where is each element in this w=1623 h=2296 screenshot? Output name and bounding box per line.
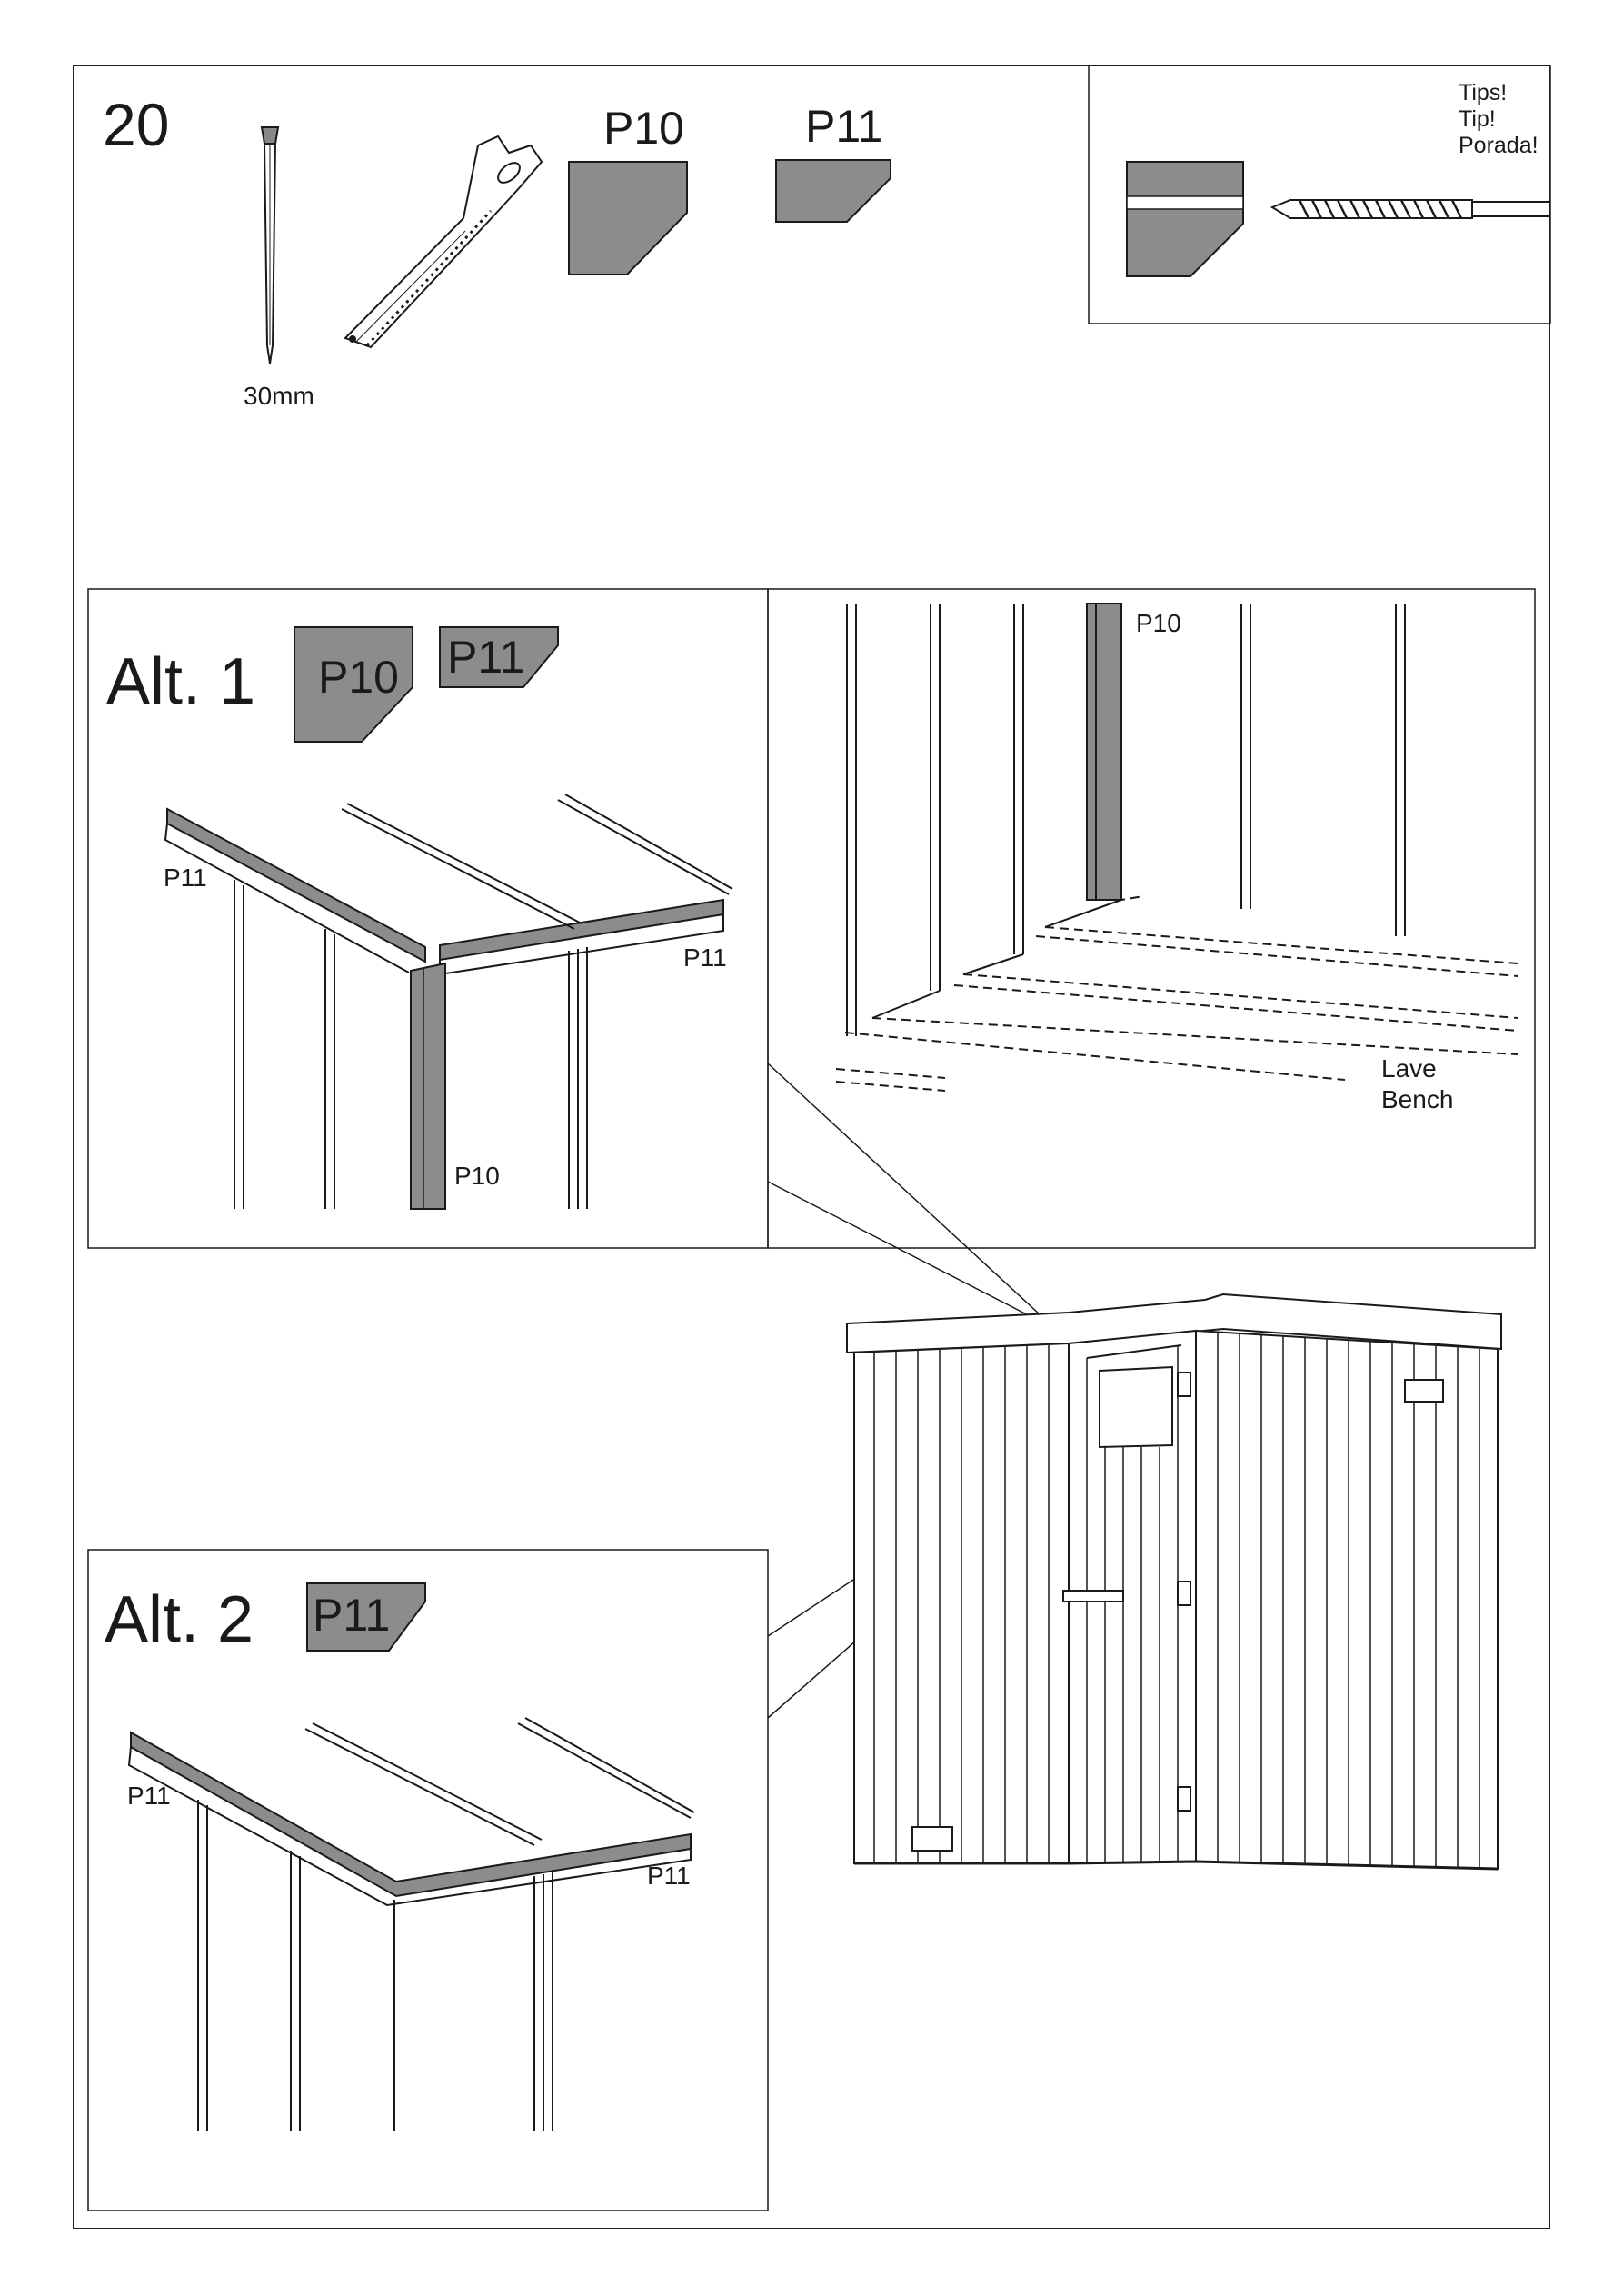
alt1-title: Alt. 1 [106,645,256,718]
alt2-corner-detail [129,1718,694,2131]
tips-heading [1459,80,1558,159]
alt1-callout-p11-right: P11 [683,943,727,972]
p10-part-label: P10 [603,103,684,154]
bench-view-box [768,589,1535,1248]
tips-line-1: Tips! [1459,80,1508,105]
alt1-callout-p10: P10 [454,1162,500,1190]
alt1-badge-p10-label: P10 [318,652,399,703]
tips-line-2: Tip! [1459,106,1496,132]
nail-length-label: 30mm [244,382,314,410]
alt1-callout-p11-left: P11 [164,863,207,892]
step-number: 20 [103,91,170,158]
drill-bit-icon [1272,200,1550,218]
alt1-corner-detail [165,794,732,1209]
shed-illustration [847,1294,1501,1869]
nail-icon [262,127,278,364]
p10-part-shape [569,162,687,275]
p11-part-label: P11 [805,101,883,152]
bench-label-line-1: Lave [1381,1054,1437,1083]
bench-label-line-2: Bench [1381,1085,1454,1113]
alt2-title: Alt. 2 [105,1583,254,1656]
p11-part-shape [776,160,891,222]
saw-icon [345,136,542,347]
alt1-badge-p11-label: P11 [447,632,525,683]
tips-line-3: Porada! [1459,133,1538,158]
tip-part-icon [1127,162,1243,276]
alt2-callout-p11-left: P11 [127,1782,171,1810]
bench-view-detail [836,604,1518,1091]
alt2-badge-p11-label: P11 [313,1590,391,1641]
alt2-callout-p11-right: P11 [647,1862,691,1890]
bench-callout-p10: P10 [1136,609,1181,637]
